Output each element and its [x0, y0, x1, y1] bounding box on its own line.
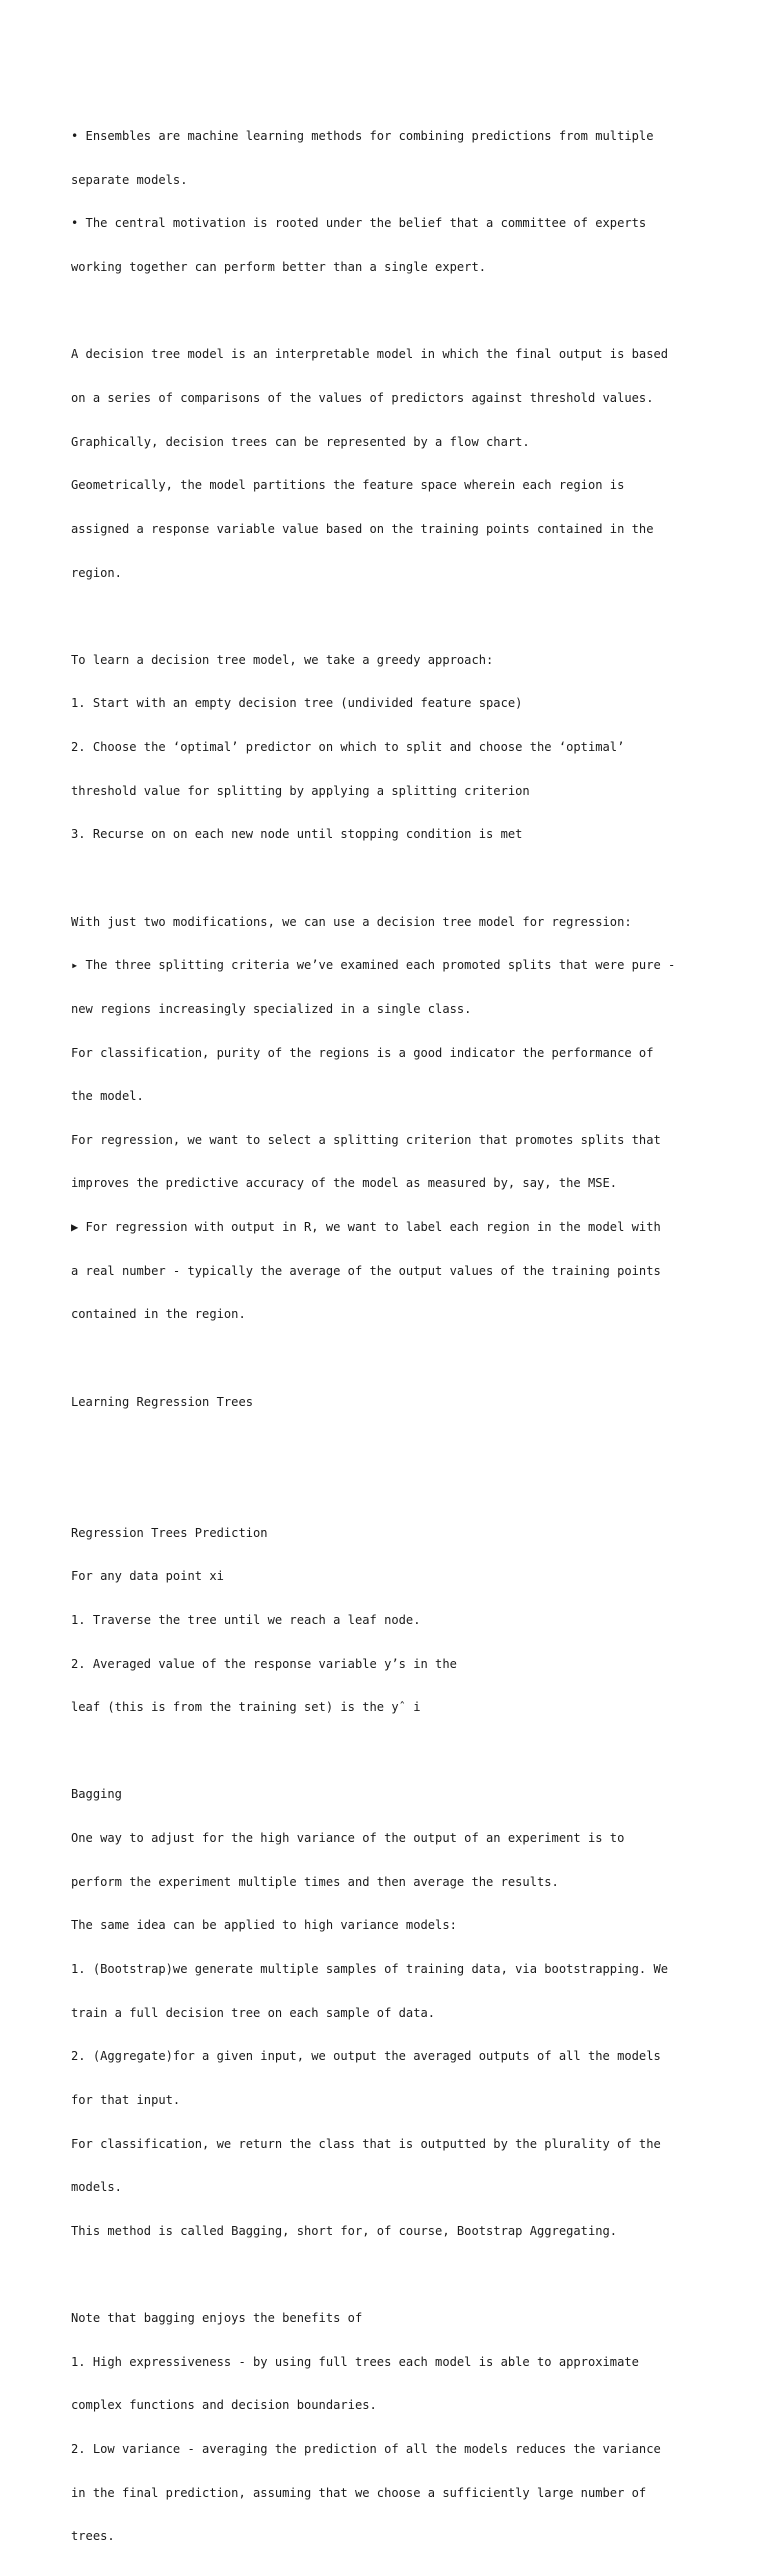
blank-line [71, 871, 711, 886]
text-line: • The central motivation is rooted under the belief that a committee of experts [71, 216, 647, 231]
text-line: Geometrically, the model partitions the feature space wherein each region is [71, 478, 625, 493]
blank-line [71, 2267, 711, 2282]
text-line: assigned a response variable value based on the training points contained in the [71, 521, 654, 536]
text-line: threshold value for splitting by applying a splitting criterion [71, 783, 530, 798]
text-line: For regression, we want to select a splitting criterion that promotes splits that [71, 1132, 661, 1147]
text-line: 2. Averaged value of the response variable y’s in the [71, 1656, 457, 1671]
text-line: train a full decision tree on each sample of data. [71, 2005, 436, 2020]
text-line: For any data point xi [71, 1569, 224, 1584]
text-line: a real number - typically the average of the output values of the training points [71, 1263, 661, 1278]
text-line: With just two modifications, we can use a decision tree model for regression: [71, 914, 632, 929]
text-line: 2. (Aggregate)for a given input, we output the averaged outputs of all the models [71, 2049, 661, 2064]
text-line: perform the experiment multiple times and then average the results. [71, 1874, 559, 1889]
text-line: Graphically, decision trees can be represented by a flow chart. [71, 434, 530, 449]
text-line: 1. (Bootstrap)we generate multiple samples of training data, via bootstrapping. We [71, 1962, 669, 1976]
text-line: improves the predictive accuracy of the model as measured by, say, the MSE. [71, 1176, 618, 1191]
text-line: new regions increasingly specialized in a single class. [71, 1001, 472, 1016]
text-line: To learn a decision tree model, we take a greedy approach: [71, 652, 494, 667]
text-line: A decision tree model is an interpretable model in which the final output is based [71, 347, 669, 362]
blank-line [71, 1482, 711, 1497]
text-line: • Ensembles are machine learning methods for combining predictions from multiple [71, 129, 654, 144]
text-line: For classification, we return the class that is outputted by the plurality of the [71, 2136, 661, 2151]
text-line: ▶ For regression with output in R, we want to label each region in the model with [71, 1220, 661, 1235]
section-heading: Regression Trees Prediction [71, 1525, 268, 1540]
blank-line [71, 304, 711, 319]
text-line: leaf (this is from the training set) is the yˆ i [71, 1700, 421, 1715]
text-line: contained in the region. [71, 1307, 246, 1322]
section-heading: Learning Regression Trees [71, 1394, 254, 1409]
document-body [71, 100, 711, 2558]
text-line: region. [71, 565, 122, 580]
text-line: 1. Traverse the tree until we reach a leaf node. [71, 1612, 421, 1627]
text-line: Note that bagging enjoys the benefits of [71, 2311, 363, 2326]
text-line: on a series of comparisons of the values of predictors against threshold values. [71, 390, 654, 405]
text-line: trees. [71, 2529, 115, 2544]
text-line: The same idea can be applied to high variance models: [71, 1918, 457, 1933]
section-heading: Bagging [71, 1787, 122, 1802]
text-line: This method is called Bagging, short for, of course, Bootstrap Aggregating. [71, 2223, 618, 2238]
text-line: 1. Start with an empty decision tree (undivided feature space) [71, 696, 523, 711]
text-line: separate models. [71, 172, 188, 187]
blank-line [71, 1351, 711, 1366]
text-line: in the final prediction, assuming that we choose a sufficiently large number of [71, 2485, 647, 2500]
text-line: One way to adjust for the high variance of the output of an experiment is to [71, 1831, 625, 1846]
text-line: the model. [71, 1089, 144, 1104]
blank-line [71, 1438, 711, 1453]
text-line: 1. High expressiveness - by using full trees each model is able to approximate [71, 2354, 639, 2369]
text-line: 2. Choose the ‘optimal’ predictor on which to split and choose the ‘optimal’ [71, 740, 625, 755]
text-line: 3. Recurse on on each new node until stopping condition is met [71, 827, 523, 842]
blank-line [71, 1744, 711, 1759]
blank-line [71, 609, 711, 624]
text-line: For classification, purity of the regions is a good indicator the performance of [71, 1045, 654, 1060]
text-line: working together can perform better than a single expert. [71, 260, 487, 275]
text-line: 2. Low variance - averaging the prediction of all the models reduces the variance [71, 2442, 661, 2457]
text-line: ▸ The three splitting criteria we’ve examined each promoted splits that were pure - [71, 958, 676, 973]
text-line: models. [71, 2180, 122, 2195]
text-line: complex functions and decision boundaries. [71, 2398, 377, 2413]
text-line: for that input. [71, 2092, 181, 2107]
